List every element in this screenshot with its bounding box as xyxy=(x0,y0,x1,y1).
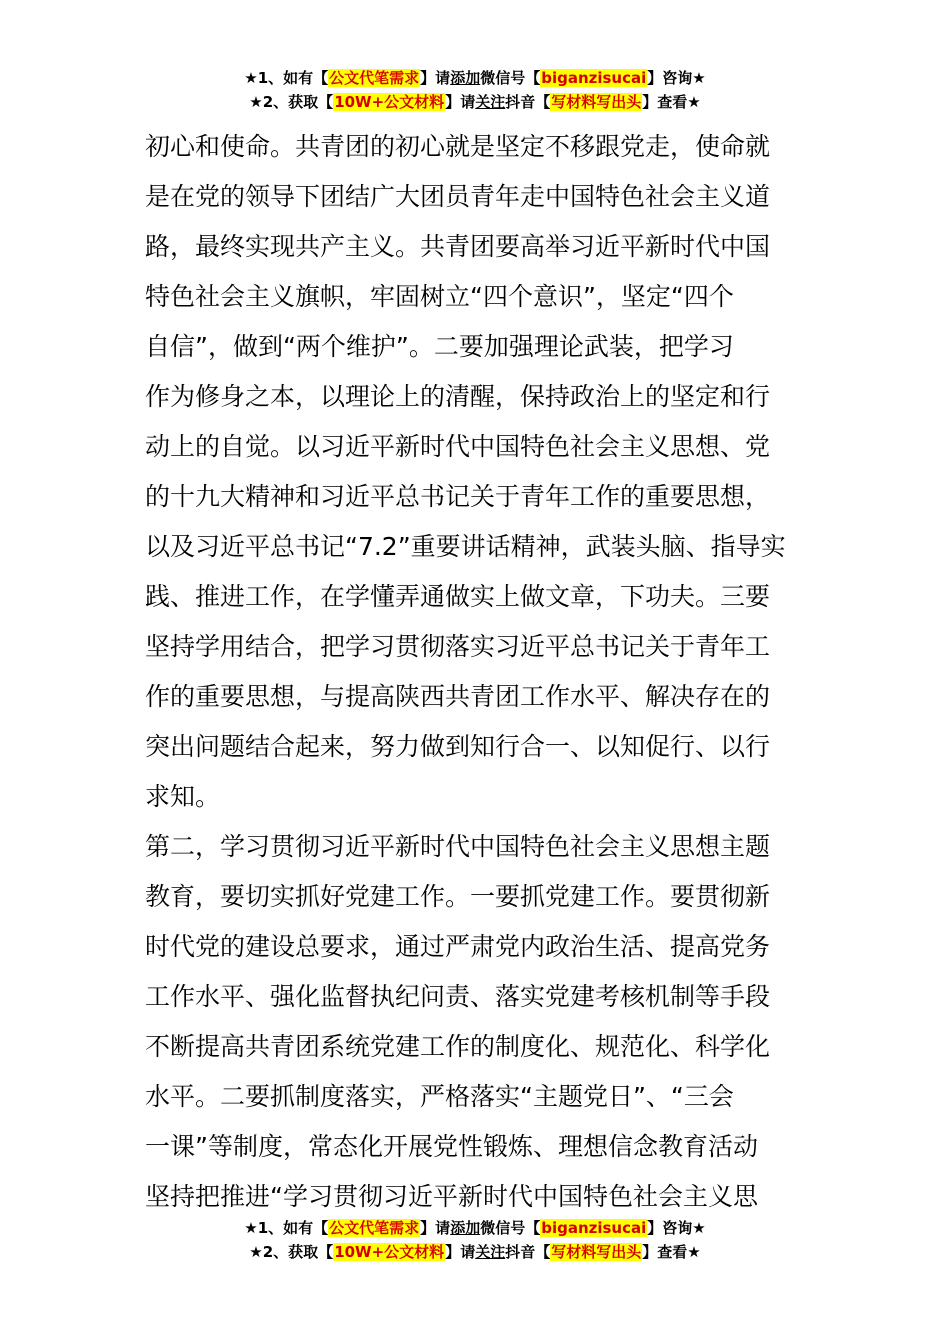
text-line: 特色社会主义旗帜，牢固树立“四个意识”，坚定“四个 xyxy=(145,282,734,311)
text-line: 突出问题结合起来，努力做到知行合一、以知促行、以行 xyxy=(145,732,771,761)
text-line: 作为修身之本，以理论上的清醒，保持政治上的坚定和行 xyxy=(145,382,771,411)
highlight-materials: 10W+公文材料 xyxy=(334,1243,445,1261)
text-line: 求知。 xyxy=(145,782,221,811)
header-banner xyxy=(0,66,950,114)
text-line: 以及习近平总书记“7.2”重要讲话精神，武装头脑、指导实 xyxy=(145,532,786,561)
text-line: 初心和使命。共青团的初心就是坚定不移跟党走，使命就 xyxy=(145,132,771,161)
text-line: 坚持把推进“学习贯彻习近平新时代中国特色社会主义思 xyxy=(145,1182,758,1211)
paragraph-1 xyxy=(145,122,810,822)
banner-line-2: ★2、获取【10W+公文材料】请关注抖音【写材料写出头】查看★ xyxy=(249,93,701,111)
text-line: 教育，要切实抓好党建工作。一要抓党建工作。要贯彻新 xyxy=(145,882,771,911)
document-body xyxy=(145,122,810,1222)
banner-line-1: ★1、如有【公文代笔需求】请添加微信号【biganzisucai】咨询★ xyxy=(244,69,706,87)
highlight-materials: 10W+公文材料 xyxy=(334,93,445,111)
text-line: 自信”，做到“两个维护”。二要加强理论武装，把学习 xyxy=(145,332,734,361)
banner-line-2: ★2、获取【10W+公文材料】请关注抖音【写材料写出头】查看★ xyxy=(249,1243,701,1261)
text-line: 的十九大精神和习近平总书记关于青年工作的重要思想， xyxy=(145,482,771,511)
footer-banner xyxy=(0,1216,950,1264)
highlight-douyin: 写材料写出头 xyxy=(551,93,642,111)
banner-line-1: ★1、如有【公文代笔需求】请添加微信号【biganzisucai】咨询★ xyxy=(244,1219,706,1237)
highlight-service: 公文代笔需求 xyxy=(329,69,420,87)
text-line: 一课”等制度，常态化开展党性锻炼、理想信念教育活动 xyxy=(145,1132,758,1161)
highlight-wechat-id: biganzisucai xyxy=(541,1219,647,1237)
highlight-wechat-id: biganzisucai xyxy=(541,69,647,87)
text-line: 水平。二要抓制度落实，严格落实“主题党日”、“三会 xyxy=(145,1082,734,1111)
text-line: 第二，学习贯彻习近平新时代中国特色社会主义思想主题 xyxy=(145,832,771,861)
paragraph-2 xyxy=(145,822,810,1222)
highlight-service: 公文代笔需求 xyxy=(329,1219,420,1237)
text-line: 不断提高共青团系统党建工作的制度化、规范化、科学化 xyxy=(145,1032,771,1061)
text-line: 坚持学用结合，把学习贯彻落实习近平总书记关于青年工 xyxy=(145,632,771,661)
text-line: 时代党的建设总要求，通过严肃党内政治生活、提高党务 xyxy=(145,932,771,961)
text-line: 践、推进工作，在学懂弄通做实上做文章，下功夫。三要 xyxy=(145,582,771,611)
text-line: 作的重要思想，与提高陕西共青团工作水平、解决存在的 xyxy=(145,682,771,711)
text-line: 是在党的领导下团结广大团员青年走中国特色社会主义道 xyxy=(145,182,771,211)
text-line: 路，最终实现共产主义。共青团要高举习近平新时代中国 xyxy=(145,232,771,261)
text-line: 工作水平、强化监督执纪问责、落实党建考核机制等手段 xyxy=(145,982,771,1011)
text-line: 动上的自觉。以习近平新时代中国特色社会主义思想、党 xyxy=(145,432,771,461)
highlight-douyin: 写材料写出头 xyxy=(551,1243,642,1261)
